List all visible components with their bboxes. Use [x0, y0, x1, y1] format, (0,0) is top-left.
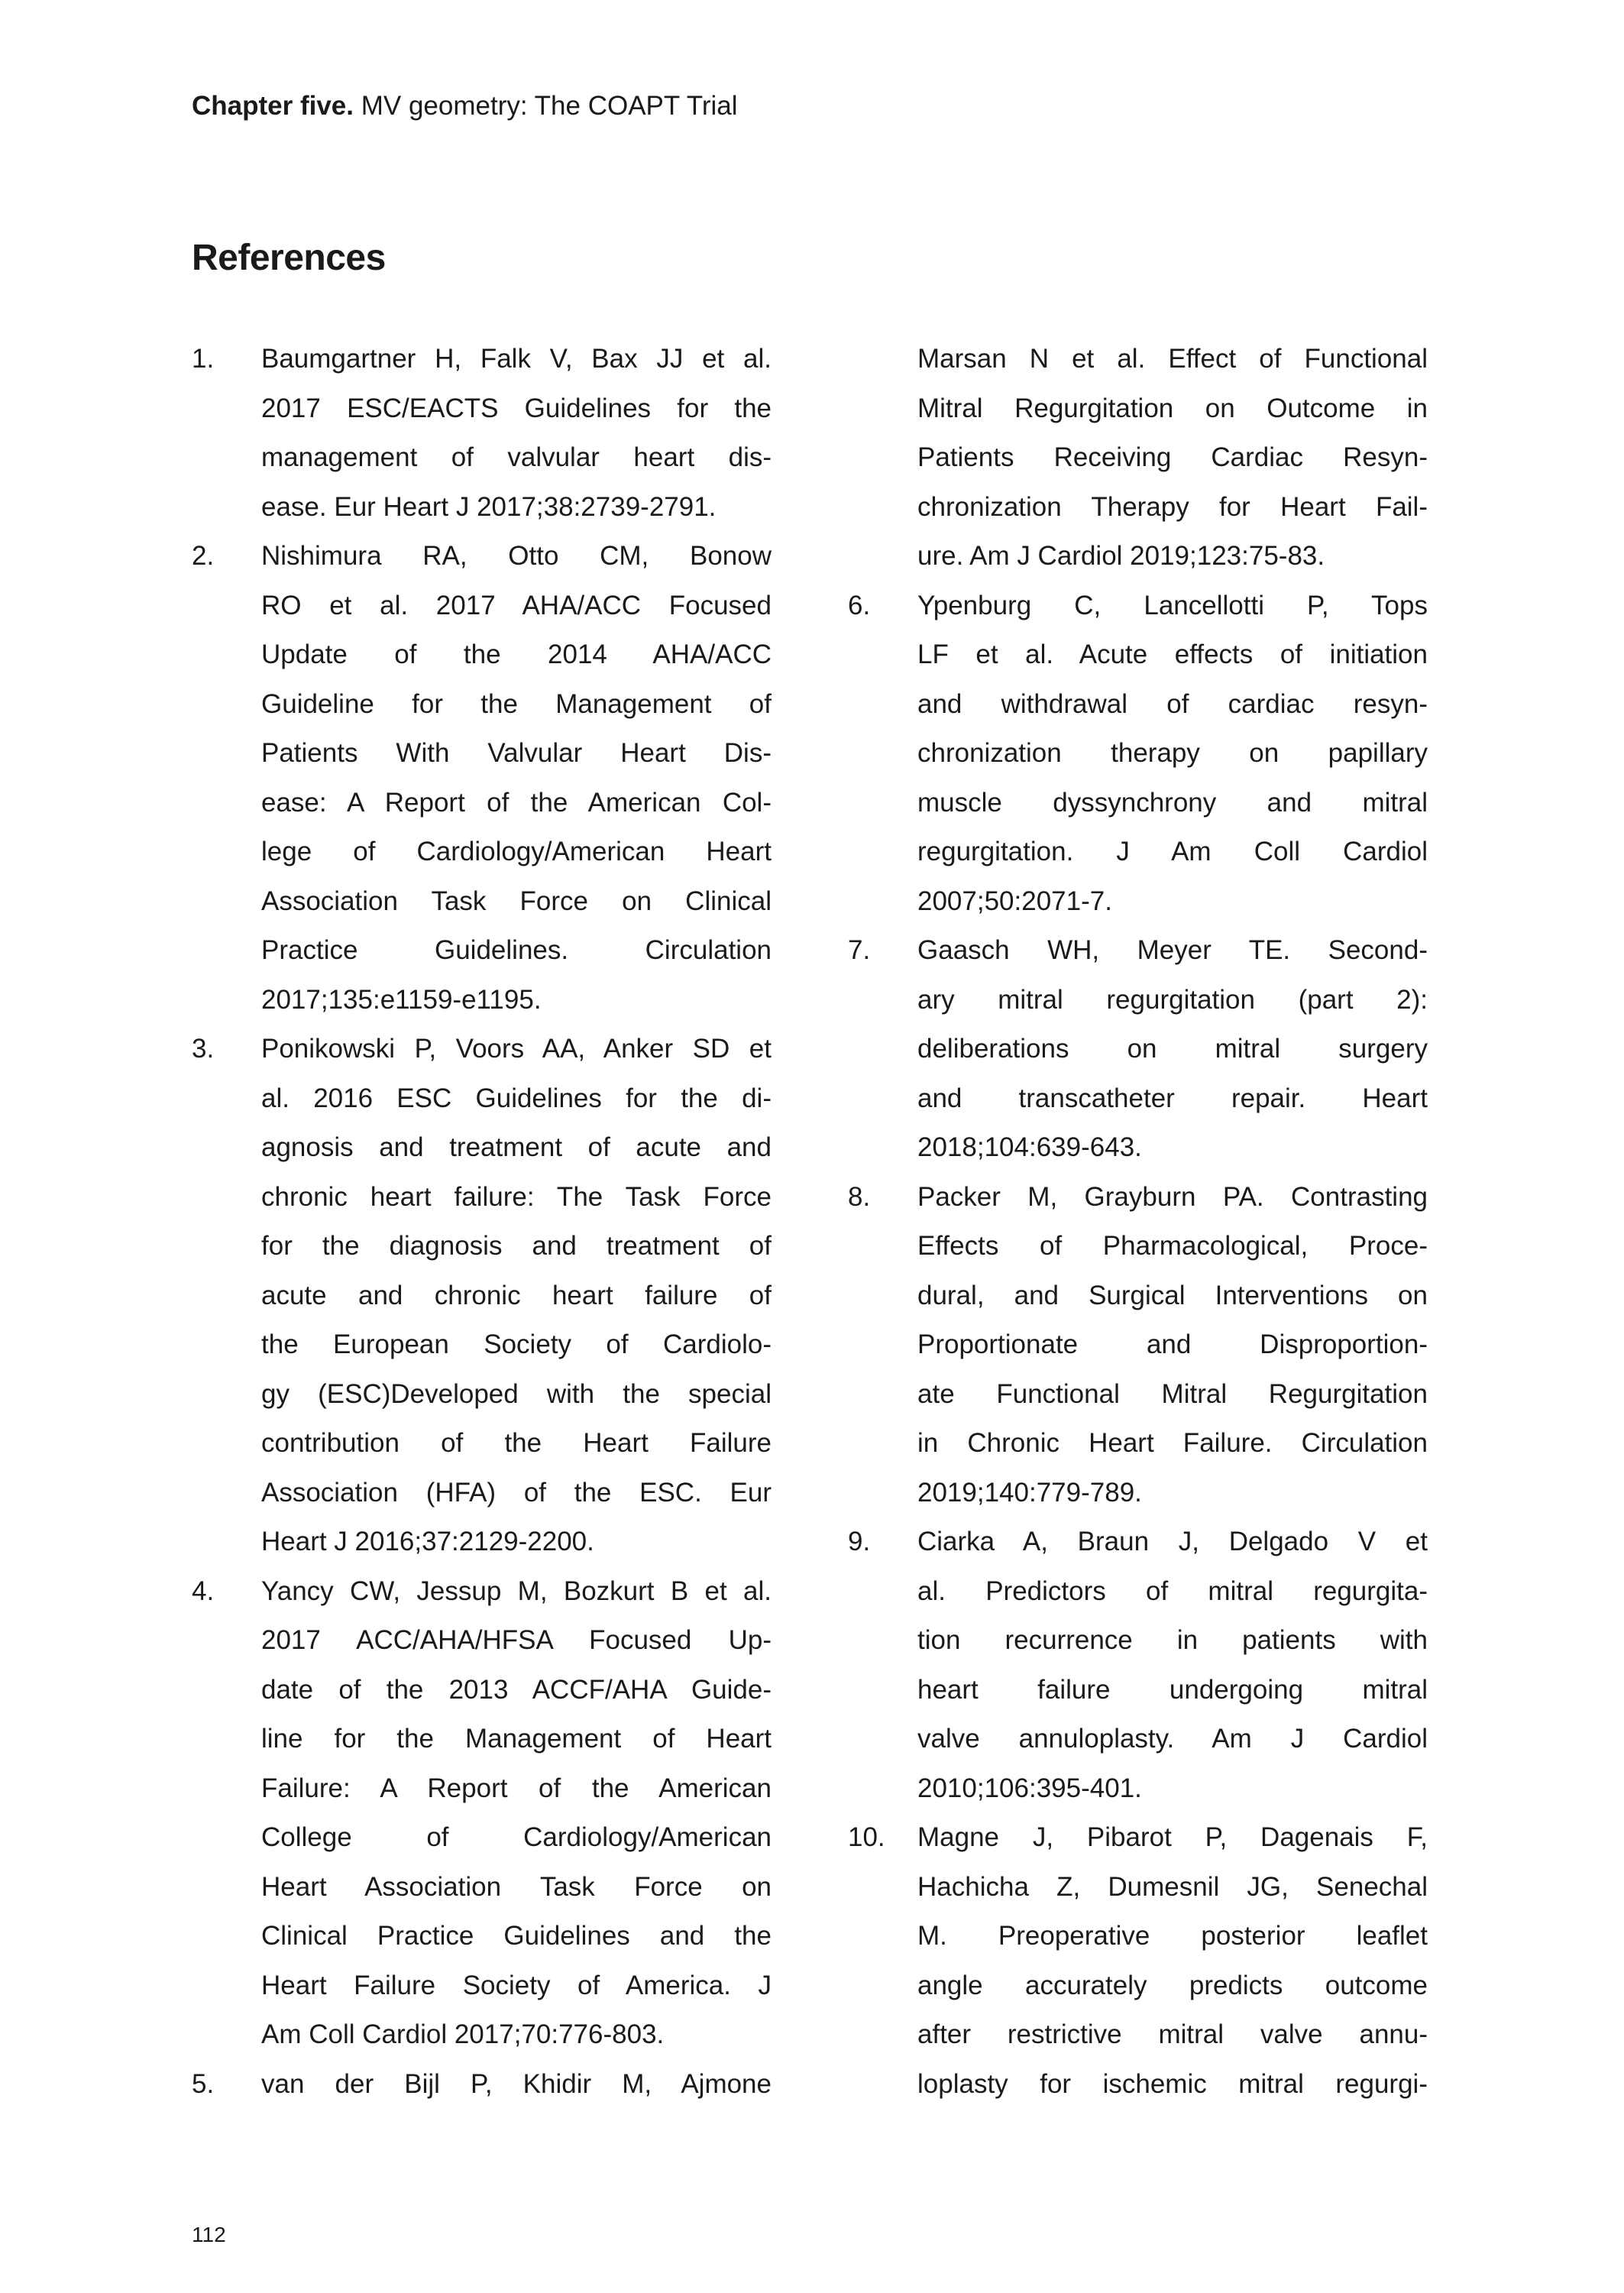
reference-number: 4.: [192, 1576, 215, 1606]
reference-line: [192, 877, 772, 927]
reference-line: [192, 1863, 772, 1912]
page-number: 112: [192, 2223, 226, 2246]
reference-number: 8.: [848, 1181, 871, 1212]
reference-line: [192, 433, 772, 483]
reference-line: [848, 1173, 1428, 1223]
reference-line: [848, 1370, 1428, 1420]
reference-text: Heart Association Task Force on: [261, 1871, 772, 1902]
reference-line: [848, 779, 1428, 828]
reference-text: acute and chronic heart failure of: [261, 1280, 772, 1310]
reference-line: [192, 1517, 772, 1567]
reference-line: [848, 630, 1428, 680]
reference-text: agnosis and treatment of acute and: [261, 1132, 772, 1162]
reference-line: [192, 926, 772, 976]
reference-line: [848, 729, 1428, 779]
reference-item: [192, 335, 772, 532]
reference-text: 2017 ACC/AHA/HFSA Focused Up-: [261, 1625, 772, 1655]
reference-number: 6.: [848, 590, 871, 620]
reference-text: contribution of the Heart Failure: [261, 1428, 772, 1458]
reference-text: Hachicha Z, Dumesnil JG, Senechal: [917, 1871, 1428, 1902]
reference-text: chronic heart failure: The Task Force: [261, 1181, 772, 1212]
reference-text: in Chronic Heart Failure. Circulation: [917, 1428, 1428, 1458]
reference-line: [848, 1912, 1428, 1961]
reference-line: [192, 779, 772, 828]
reference-text: management of valvular heart dis-: [261, 442, 772, 472]
reference-line: [192, 1419, 772, 1469]
reference-line: [192, 1567, 772, 1617]
reference-text: loplasty for ischemic mitral regurgi-: [917, 2068, 1428, 2099]
reference-line: [848, 976, 1428, 1025]
reference-text: and transcatheter repair. Heart: [917, 1083, 1428, 1113]
reference-text: line for the Management of Heart: [261, 1724, 772, 1754]
reference-text: Association (HFA) of the ESC. Eur: [261, 1477, 772, 1508]
chapter-label: Chapter five.: [192, 91, 354, 121]
reference-text: Gaasch WH, Meyer TE. Second-: [917, 935, 1428, 965]
reference-text: Ponikowski P, Voors AA, Anker SD et: [261, 1034, 772, 1064]
reference-number: 2.: [192, 541, 215, 571]
reference-line: [192, 483, 772, 533]
reference-text: Patients With Valvular Heart Dis-: [261, 738, 772, 768]
reference-line: [848, 1222, 1428, 1271]
reference-text: Marsan N et al. Effect of Functional: [917, 344, 1428, 374]
reference-text: Clinical Practice Guidelines and the: [261, 1921, 772, 1951]
reference-line: [848, 2010, 1428, 2060]
reference-text: deliberations on mitral surgery: [917, 1034, 1428, 1064]
reference-line: [848, 581, 1428, 631]
reference-text: Heart Failure Society of America. J: [261, 1970, 772, 2000]
reference-number: 3.: [192, 1034, 215, 1064]
reference-line: [192, 1370, 772, 1420]
reference-text: chronization Therapy for Heart Fail-: [917, 491, 1428, 522]
reference-line: [192, 1912, 772, 1961]
reference-line: [192, 1961, 772, 2011]
reference-number: 7.: [848, 935, 871, 965]
reference-line: [848, 1469, 1428, 1518]
reference-item: [192, 2060, 772, 2110]
reference-text: Ypenburg C, Lancellotti P, Tops: [917, 590, 1428, 620]
reference-text: ate Functional Mitral Regurgitation: [917, 1378, 1428, 1409]
reference-item: [848, 1813, 1428, 2109]
reference-text: Update of the 2014 AHA/ACC: [261, 640, 772, 669]
reference-text: and withdrawal of cardiac resyn-: [917, 688, 1428, 719]
reference-line: [848, 1666, 1428, 1715]
reference-text: 2017;135:e1159-e1195.: [261, 984, 542, 1015]
reference-text: Baumgartner H, Falk V, Bax JJ et al.: [261, 344, 772, 374]
reference-line: [192, 729, 772, 779]
reference-line: [192, 1666, 772, 1715]
section-title: References: [192, 238, 386, 278]
reference-text: gy (ESC)Developed with the special: [261, 1378, 772, 1409]
reference-line: [848, 1517, 1428, 1567]
reference-text: LF et al. Acute effects of initiation: [917, 640, 1428, 669]
reference-line: [848, 335, 1428, 384]
reference-text: Guideline for the Management of: [261, 688, 772, 719]
reference-text: Association Task Force on Clinical: [261, 886, 772, 916]
reference-line: [192, 630, 772, 680]
reference-line: [192, 1813, 772, 1863]
reference-text: 2007;50:2071-7.: [917, 886, 1112, 916]
reference-line: [848, 384, 1428, 434]
reference-text: ease. Eur Heart J 2017;38:2739-2791.: [261, 491, 717, 522]
reference-text: van der Bijl P, Khidir M, Ajmone: [261, 2068, 772, 2099]
reference-line: [848, 1123, 1428, 1173]
reference-line: [192, 581, 772, 631]
reference-line: [848, 1616, 1428, 1666]
reference-line: [848, 1320, 1428, 1370]
reference-text: Ciarka A, Braun J, Delgado V et: [917, 1527, 1428, 1556]
running-header: [192, 89, 738, 124]
reference-text: 2010;106:395-401.: [917, 1773, 1142, 1803]
reference-line: [848, 1813, 1428, 1863]
reference-line: [192, 1173, 772, 1223]
reference-line: [848, 483, 1428, 533]
reference-line: [848, 680, 1428, 730]
reference-text: angle accurately predicts outcome: [917, 1970, 1428, 2000]
reference-line: [848, 1025, 1428, 1074]
reference-line: [192, 1222, 772, 1271]
reference-text: Heart J 2016;37:2129-2200.: [261, 1527, 594, 1556]
reference-text: the European Society of Cardiolo-: [261, 1329, 772, 1359]
reference-number: 1.: [192, 344, 215, 374]
reference-text: tion recurrence in patients with: [917, 1625, 1428, 1655]
reference-line: [848, 877, 1428, 927]
reference-line: [848, 1074, 1428, 1124]
reference-text: date of the 2013 ACCF/AHA Guide-: [261, 1674, 772, 1705]
reference-text: valve annuloplasty. Am J Cardiol: [917, 1724, 1428, 1754]
reference-text: chronization therapy on papillary: [917, 738, 1428, 768]
chapter-title: MV geometry: The COAPT Trial: [361, 91, 738, 121]
reference-line: [192, 1616, 772, 1666]
reference-number: 10.: [848, 1822, 885, 1852]
reference-text: 2017 ESC/EACTS Guidelines for the: [261, 393, 772, 423]
reference-line: [848, 1419, 1428, 1469]
reference-text: Packer M, Grayburn PA. Contrasting: [917, 1181, 1428, 1212]
reference-text: College of Cardiology/American: [261, 1822, 772, 1852]
reference-text: Proportionate and Disproportion-: [917, 1329, 1428, 1359]
reference-line: [192, 1074, 772, 1124]
reference-item: [848, 581, 1428, 927]
reference-text: Nishimura RA, Otto CM, Bonow: [261, 541, 772, 571]
reference-text: Patients Receiving Cardiac Resyn-: [917, 442, 1428, 472]
reference-text: dural, and Surgical Interventions on: [917, 1280, 1428, 1310]
reference-line: [192, 335, 772, 384]
reference-number: 9.: [848, 1527, 871, 1556]
reference-text: muscle dyssynchrony and mitral: [917, 787, 1428, 818]
references-column-left: [192, 335, 772, 2109]
reference-text: heart failure undergoing mitral: [917, 1674, 1428, 1705]
references-column-right: [848, 335, 1428, 2109]
reference-line: [848, 1764, 1428, 1814]
reference-line: [848, 827, 1428, 877]
reference-text: ease: A Report of the American Col-: [261, 787, 772, 818]
reference-text: Magne J, Pibarot P, Dagenais F,: [917, 1822, 1428, 1852]
reference-text: Mitral Regurgitation on Outcome in: [917, 393, 1428, 423]
reference-line: [192, 2060, 772, 2110]
reference-text: Effects of Pharmacological, Proce-: [917, 1231, 1428, 1261]
reference-line: [192, 1271, 772, 1321]
reference-text: lege of Cardiology/American Heart: [261, 837, 772, 866]
reference-line: [848, 2060, 1428, 2110]
reference-line: [848, 532, 1428, 581]
reference-text: regurgitation. J Am Coll Cardiol: [917, 837, 1428, 866]
reference-line: [848, 926, 1428, 976]
reference-text: 2019;140:779-789.: [917, 1477, 1142, 1508]
reference-line: [192, 1715, 772, 1764]
reference-item: [192, 532, 772, 1025]
reference-item: [848, 1517, 1428, 1813]
reference-item: [192, 1567, 772, 2060]
reference-text: Failure: A Report of the American: [261, 1773, 772, 1803]
reference-line: [192, 680, 772, 730]
reference-line: [848, 1961, 1428, 2011]
reference-line: [192, 2010, 772, 2060]
reference-text: Practice Guidelines. Circulation: [261, 935, 772, 965]
reference-line: [848, 1863, 1428, 1912]
reference-line: [192, 976, 772, 1025]
reference-text: for the diagnosis and treatment of: [261, 1231, 772, 1261]
reference-line: [192, 1025, 772, 1074]
reference-line: [848, 433, 1428, 483]
reference-item: [848, 1173, 1428, 1518]
reference-line: [192, 1764, 772, 1814]
reference-text: ary mitral regurgitation (part 2):: [917, 984, 1428, 1015]
reference-line: [848, 1715, 1428, 1764]
reference-item: [848, 335, 1428, 581]
reference-text: after restrictive mitral valve annu-: [917, 2019, 1428, 2049]
reference-text: Am Coll Cardiol 2017;70:776-803.: [261, 2019, 665, 2049]
reference-item: [848, 926, 1428, 1173]
reference-line: [192, 532, 772, 581]
reference-item: [192, 1025, 772, 1567]
reference-text: Yancy CW, Jessup M, Bozkurt B et al.: [261, 1576, 772, 1606]
reference-line: [192, 1469, 772, 1518]
reference-line: [192, 1123, 772, 1173]
reference-number: 5.: [192, 2068, 215, 2099]
reference-text: al. Predictors of mitral regurgita-: [917, 1576, 1428, 1606]
reference-text: M. Preoperative posterior leaflet: [917, 1921, 1428, 1951]
reference-line: [192, 384, 772, 434]
reference-line: [192, 827, 772, 877]
reference-line: [848, 1567, 1428, 1617]
reference-line: [848, 1271, 1428, 1321]
reference-text: RO et al. 2017 AHA/ACC Focused: [261, 590, 772, 620]
reference-text: al. 2016 ESC Guidelines for the di-: [261, 1083, 772, 1113]
reference-text: ure. Am J Cardiol 2019;123:75-83.: [917, 541, 1325, 571]
reference-line: [192, 1320, 772, 1370]
reference-text: 2018;104:639-643.: [917, 1132, 1142, 1162]
